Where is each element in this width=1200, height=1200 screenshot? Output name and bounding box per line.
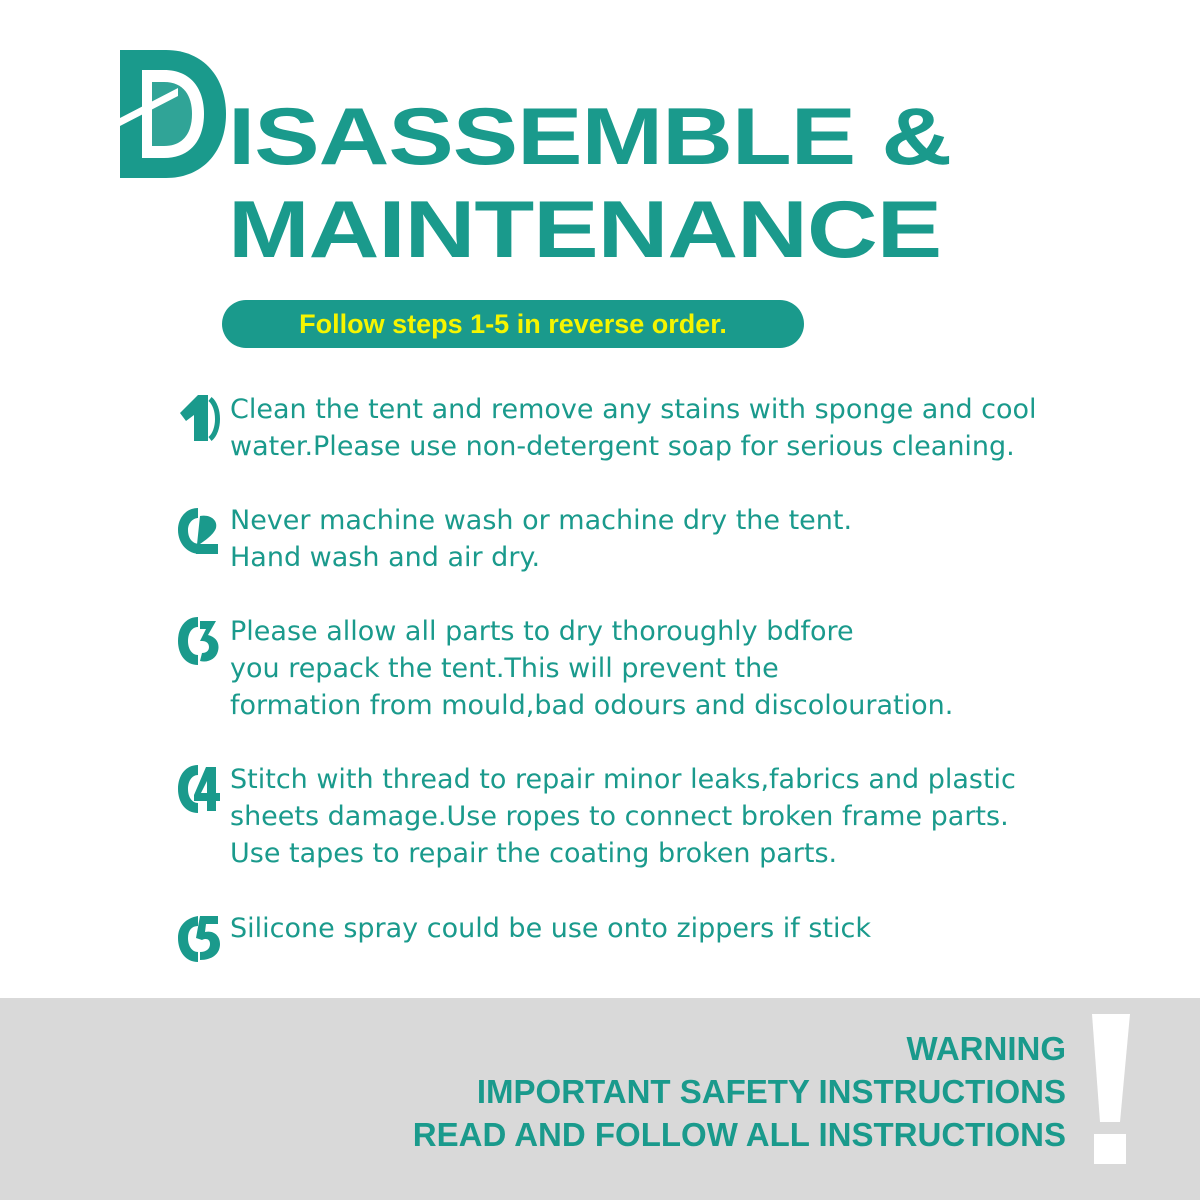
step-4-line-1: Stitch with thread to repair minor leaks,fabrics and plastic (230, 764, 1016, 795)
step-1-line-2: water.Please use non-detergent soap for serious cleaning. (230, 431, 1015, 462)
number-3-icon (176, 613, 220, 667)
number-1-icon (176, 391, 220, 445)
step-1-line-1: Clean the tent and remove any stains with sponge and cool (230, 394, 1037, 425)
step-5-line-1: Silicone spray could be use onto zippers if stick (230, 913, 871, 944)
step-3-line-3: formation from mould,bad odours and discolouration. (230, 690, 954, 721)
safety-instructions-text: IMPORTANT SAFETY INSTRUCTIONS (476, 1073, 1066, 1110)
read-follow-text: READ AND FOLLOW ALL INSTRUCTIONS (412, 1116, 1066, 1153)
step-2-line-2: Hand wash and air dry. (230, 542, 541, 573)
step-2-line-1: Never machine wash or machine dry the tent. (230, 505, 853, 536)
reverse-order-banner (222, 300, 804, 348)
warning-section (0, 998, 1200, 1200)
title-initial-d (118, 48, 228, 180)
number-5-icon (176, 910, 220, 964)
number-4-icon (176, 761, 220, 815)
step-4-line-3: Use tapes to repair the coating broken parts. (230, 838, 838, 869)
exclamation-icon (1088, 1014, 1132, 1166)
step-4-line-2: sheets damage.Use ropes to connect broken frame parts. (230, 801, 1009, 832)
step-3-line-2: you repack the tent.This will prevent the (230, 653, 779, 684)
page-title-line2: MAINTENANCE (228, 184, 942, 275)
number-2-icon (176, 502, 220, 556)
warning-heading: WARNING (906, 1030, 1066, 1067)
page-title-line1: ISASSEMBLE & (228, 91, 952, 182)
step-3-line-1: Please allow all parts to dry thoroughly bdfore (230, 616, 854, 647)
title-initial-letter: D (118, 48, 119, 49)
banner-text: Follow steps 1-5 in reverse order. (299, 308, 727, 339)
